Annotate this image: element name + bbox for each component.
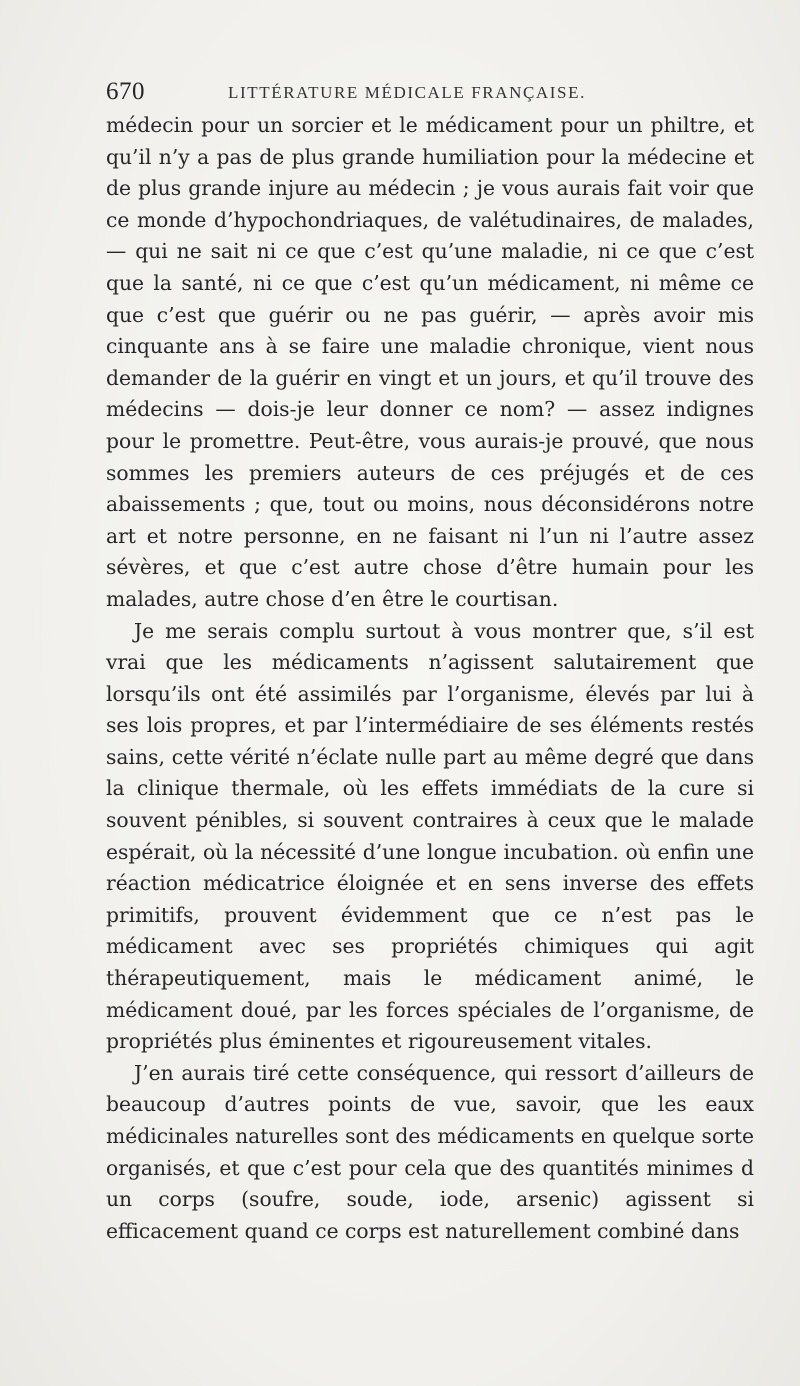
page-header xyxy=(106,78,666,108)
page-number: 670 xyxy=(106,78,145,105)
paragraph: J’en aurais tiré cette conséquence, qui ressort d’ailleurs de beaucoup d’autres points de vue, savoir, que les eaux médicinales naturelles sont des médicaments en quelque sorte organisés, et que c’est pour cela que des quantités minimes d un corps (soufre, soude, iode, arsenic) agissent si efficacement quand ce corps est naturellement combiné dans xyxy=(106,1060,754,1243)
body-text xyxy=(106,110,754,1247)
running-title: LITTÉRATURE MÉDICALE FRANÇAISE. xyxy=(228,83,586,102)
paragraph: Je me serais complu surtout à vous montrer que, s’il est vrai que les médicaments n’agissent salutairement que lorsqu’ils ont été assimilés par l’organisme, élevés par lui à ses lois propres, et par l’intermédiaire de ses éléments restés sains, cette vérité n’éclate nulle part au même degré que dans la clinique thermale, où les effets immédiats de la cure si souvent pénibles, si souvent contraires à ceux que le malade espérait, où la nécessité d’une longue incubation. où enfin une réaction médicatrice éloignée et en sens inverse des effets primitifs, prouvent évidemment que ce n’est pas le médicament avec ses propriétés chimiques qui agit thérapeutiquement, mais le médicament animé, le médicament doué, par les forces spéciales de l’organisme, de propriétés plus éminentes et rigoureusement vitales. xyxy=(106,618,754,1054)
paragraph: médecin pour un sorcier et le médicament pour un philtre, et qu’il n’y a pas de plus grande humiliation pour la médecine et de plus grande injure au médecin ; je vous aurais fait voir que ce monde d’hypochondriaques, de valétudinaires, de malades, — qui ne sait ni ce que c’est qu’une maladie, ni ce que c’est que la santé, ni ce que c’est qu’un médicament, ni même ce que c’est que guérir ou ne pas guérir, — après avoir mis cinquante ans à se faire une maladie chronique, vient nous demander de la guérir en vingt et un jours, et qu’il trouve des médecins — dois-je leur donner ce nom? — assez indignes pour le promettre. Peut-être, vous aurais-je prouvé, que nous sommes les premiers auteurs de ces préjugés et de ces abaissements ; que, tout ou moins, nous déconsidérons notre art et notre personne, en ne faisant ni l’un ni l’autre assez sévères, et que c’est autre chose d’être humain pour les malades, autre chose d’en être le courtisan. xyxy=(106,113,754,611)
